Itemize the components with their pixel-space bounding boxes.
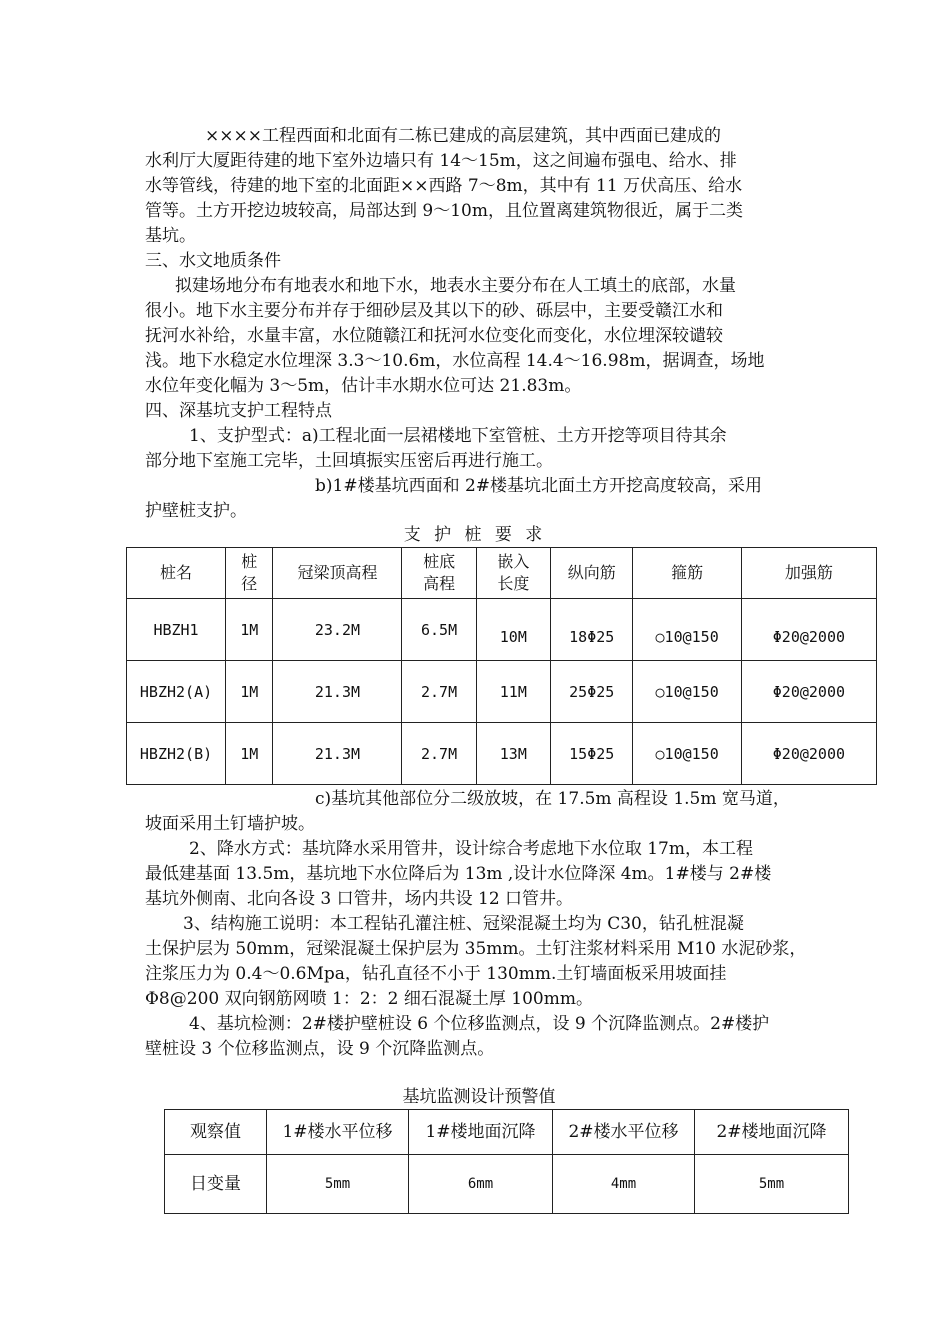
monitor-table-title: 基坑监测设计预警值 xyxy=(402,1087,556,1107)
table-cell: 4mm xyxy=(553,1155,695,1214)
table-cell: 21.3M xyxy=(273,723,402,785)
paragraph-line: 3、结构施工说明：本工程钻孔灌注桩、冠梁混凝土均为 C30，钻孔桩混凝 xyxy=(183,914,744,934)
paragraph-line: 注浆压力为 0.4～0.6Mpa，钻孔直径不小于 130mm.土钉墙面板采用坡面挂 xyxy=(145,964,727,984)
paragraph-line: 很小。地下水主要分布并存于细砂层及其以下的砂、砾层中，主要受赣江水和 xyxy=(145,301,723,321)
paragraph-line: 水利厅大厦距待建的地下室外边墙只有 14～15m，这之间遍布强电、给水、排 xyxy=(145,151,737,171)
table-cell: 1M xyxy=(226,723,273,785)
header-cell: 桩底 高程 xyxy=(402,548,476,599)
paragraph-line: b)1#楼基坑西面和 2#楼基坑北面土方开挖高度较高，采用 xyxy=(315,476,763,496)
table-row xyxy=(127,661,877,723)
paragraph-line: 管等。土方开挖边坡较高，局部达到 9～10m，且位置离建筑物很近，属于二类 xyxy=(145,201,743,221)
section-heading: 三、水文地质条件 xyxy=(145,251,281,271)
paragraph-line: 壁桩设 3 个位移监测点，设 9 个沉降监测点。 xyxy=(145,1039,495,1059)
table-cell: 13M xyxy=(476,723,550,785)
table-cell: 6mm xyxy=(409,1155,553,1214)
paragraph-line: 基坑。 xyxy=(145,226,196,246)
table-row xyxy=(127,599,877,661)
table-cell: ○10@150 xyxy=(633,599,741,661)
monitor-table-header-row xyxy=(165,1110,849,1155)
header-cell: 2#楼水平位移 xyxy=(553,1110,695,1155)
section-heading: 四、深基坑支护工程特点 xyxy=(145,401,332,421)
table-cell: 6.5M xyxy=(402,599,476,661)
table-row xyxy=(127,723,877,785)
table-cell: 10M xyxy=(476,599,550,661)
table-cell: 2.7M xyxy=(402,661,476,723)
table-cell: HBZH1 xyxy=(127,599,226,661)
table-cell: Φ20@2000 xyxy=(741,599,876,661)
paragraph-line: 部分地下室施工完毕，土回填振实压密后再进行施工。 xyxy=(145,451,553,471)
table-cell: 5mm xyxy=(695,1155,849,1214)
table-cell: 23.2M xyxy=(273,599,402,661)
header-cell: 加强筋 xyxy=(741,548,876,599)
pile-table-title: 支 护 桩 要 求 xyxy=(403,525,547,545)
paragraph-line: 基坑外侧南、北向各设 3 口管井，场内共设 12 口管井。 xyxy=(145,889,574,909)
paragraph-line: 土保护层为 50mm，冠梁混凝土保护层为 35mm。土钉注浆材料采用 M10 水泥砂浆， xyxy=(145,939,807,959)
table-cell: 1M xyxy=(226,661,273,723)
header-cell: 1#楼水平位移 xyxy=(267,1110,409,1155)
table-cell: 5mm xyxy=(267,1155,409,1214)
table-cell: ○10@150 xyxy=(633,723,741,785)
table-row xyxy=(165,1155,849,1214)
table-cell: Φ20@2000 xyxy=(741,723,876,785)
table-cell: 2.7M xyxy=(402,723,476,785)
paragraph-line: 最低建基面 13.5m，基坑地下水位降后为 13m ,设计水位降深 4m。1#楼与 2#楼 xyxy=(145,864,772,884)
table-cell: 11M xyxy=(476,661,550,723)
table-cell: ○10@150 xyxy=(633,661,741,723)
monitor-table xyxy=(164,1109,849,1214)
paragraph-line: 4、基坑检测：2#楼护壁桩设 6 个位移监测点，设 9 个沉降监测点。2#楼护 xyxy=(189,1014,770,1034)
paragraph-line: 浅。地下水稳定水位埋深 3.3～10.6m，水位高程 14.4～16.98m，据调查，场地 xyxy=(145,351,765,371)
table-cell: HBZH2(A) xyxy=(127,661,226,723)
table-cell: 25Φ25 xyxy=(550,661,633,723)
paragraph-line: 抚河水补给，水量丰富，水位随赣江和抚河水位变化而变化，水位埋深较谴较 xyxy=(145,326,723,346)
paragraph-line: 1、支护型式：a)工程北面一层裙楼地下室管桩、土方开挖等项目待其余 xyxy=(189,426,727,446)
header-cell: 桩 径 xyxy=(226,548,273,599)
pile-table-header-row xyxy=(127,548,877,599)
table-cell: 日变量 xyxy=(165,1155,267,1214)
pile-table xyxy=(126,547,877,785)
header-cell: 观察值 xyxy=(165,1110,267,1155)
header-cell: 嵌入 长度 xyxy=(476,548,550,599)
header-cell: 2#楼地面沉降 xyxy=(695,1110,849,1155)
paragraph-line: 拟建场地分布有地表水和地下水，地表水主要分布在人工填土的底部，水量 xyxy=(175,276,736,296)
header-cell: 1#楼地面沉降 xyxy=(409,1110,553,1155)
table-cell: HBZH2(B) xyxy=(127,723,226,785)
table-cell: 21.3M xyxy=(273,661,402,723)
paragraph-line: 水位年变化幅为 3～5m，估计丰水期水位可达 21.83m。 xyxy=(145,376,582,396)
paragraph-line: c)基坑其他部位分二级放坡，在 17.5m 高程设 1.5m 宽马道， xyxy=(315,789,790,809)
paragraph-line: ××××工程西面和北面有二栋已建成的高层建筑，其中西面已建成的 xyxy=(205,126,721,146)
paragraph-line: 护壁桩支护。 xyxy=(145,501,247,521)
header-cell: 纵向筋 xyxy=(550,548,633,599)
header-cell: 桩名 xyxy=(127,548,226,599)
paragraph-line: 2、降水方式：基坑降水采用管井，设计综合考虑地下水位取 17m，本工程 xyxy=(189,839,753,859)
table-cell: Φ20@2000 xyxy=(741,661,876,723)
header-cell: 箍筋 xyxy=(633,548,741,599)
table-cell: 18Φ25 xyxy=(550,599,633,661)
paragraph-line: 水等管线，待建的地下室的北面距××西路 7～8m，其中有 11 万伏高压、给水 xyxy=(145,176,743,196)
table-cell: 15Φ25 xyxy=(550,723,633,785)
table-cell: 1M xyxy=(226,599,273,661)
paragraph-line: Φ8@200 双向钢筋网喷 1：2：2 细石混凝土厚 100mm。 xyxy=(145,989,593,1009)
header-cell: 冠梁顶高程 xyxy=(273,548,402,599)
paragraph-line: 坡面采用土钉墙护坡。 xyxy=(145,814,315,834)
